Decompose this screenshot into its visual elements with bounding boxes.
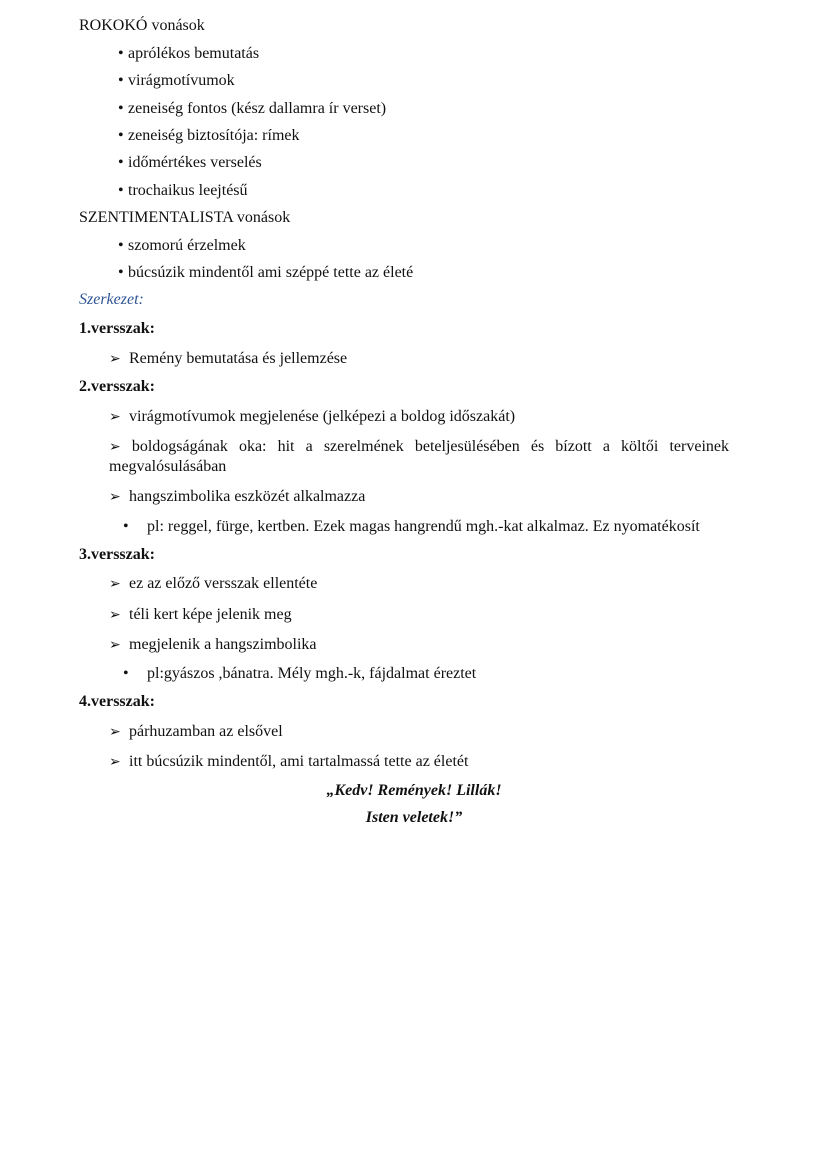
bullet-icon: • (118, 127, 124, 144)
stanza-point: ➢ Remény bemutatása és jellemzése (109, 350, 348, 367)
arrow-icon: ➢ (109, 754, 121, 770)
rokoko-item: • aprólékos bemutatás (118, 45, 260, 62)
bullet-icon: • (118, 72, 124, 89)
bullet-icon: • (118, 237, 124, 254)
bullet-icon: • (118, 264, 124, 281)
stanza-point: ➢ virágmotívumok megjelenése (jelképezi a boldog időszakát) (109, 408, 516, 425)
stanza-2-title: 2.versszak: (79, 378, 155, 395)
arrow-icon: ➢ (109, 637, 121, 653)
bullet-icon: • (118, 182, 124, 199)
stanza-point: ➢ itt búcsúzik mindentől, ami tartalmassá tette az életét (109, 753, 469, 770)
bullet-icon: • (123, 665, 129, 682)
szentimentalista-heading: SZENTIMENTALISTA vonások (79, 209, 291, 226)
stanza-point: ➢ megjelenik a hangszimbolika (109, 636, 317, 653)
bullet-icon: • (118, 100, 124, 117)
closing-quote-line-1: „Kedv! Remények! Lillák! (326, 782, 502, 799)
szentimentalista-item: • szomorú érzelmek (118, 237, 246, 254)
arrow-icon: ➢ (109, 724, 121, 740)
stanza-example: • pl:gyászos ,bánatra. Mély mgh.-k, fájdalmat éreztet (123, 665, 477, 682)
arrow-icon: ➢ (109, 351, 121, 367)
rokoko-item: • időmértékes verselés (118, 154, 262, 171)
rokoko-item: • zeneiség biztosítója: rímek (118, 127, 300, 144)
arrow-icon: ➢ (109, 576, 121, 592)
stanza-point: ➢ hangszimbolika eszközét alkalmazza (109, 488, 366, 505)
rokoko-heading: ROKOKÓ vonások (79, 17, 205, 34)
bullet-icon: • (118, 154, 124, 171)
stanza-3-title: 3.versszak: (79, 546, 155, 563)
arrow-icon: ➢ (109, 409, 121, 425)
closing-quote-line-2: Isten veletek!” (365, 809, 463, 826)
arrow-icon: ➢ (109, 607, 121, 623)
szentimentalista-item: • búcsúzik mindentől ami széppé tette az életé (118, 264, 414, 281)
rokoko-item: • trochaikus leejtésű (118, 182, 248, 199)
stanza-4-title: 4.versszak: (79, 693, 155, 710)
bullet-icon: • (123, 518, 129, 535)
arrow-icon: ➢ (109, 439, 121, 455)
bullet-icon: • (118, 45, 124, 62)
structure-label: Szerkezet: (79, 291, 144, 308)
stanza-point: ➢ boldogságának oka: hit a szerelmének beteljesülésében és bízott a költői terveinek megvalósulásában (109, 438, 730, 475)
stanza-point: ➢ párhuzamban az elsővel (109, 723, 283, 740)
rokoko-item: • virágmotívumok (118, 72, 235, 89)
stanza-example: • pl: reggel, fürge, kertben. Ezek magas hangrendű mgh.-kat alkalmaz. Ez nyomatékosít (123, 518, 700, 535)
rokoko-item: • zeneiség fontos (kész dallamra ír verset) (118, 100, 387, 117)
stanza-point: ➢ ez az előző versszak ellentéte (109, 575, 318, 592)
stanza-point: ➢ téli kert képe jelenik meg (109, 606, 292, 623)
stanza-1-title: 1.versszak: (79, 320, 155, 337)
arrow-icon: ➢ (109, 489, 121, 505)
